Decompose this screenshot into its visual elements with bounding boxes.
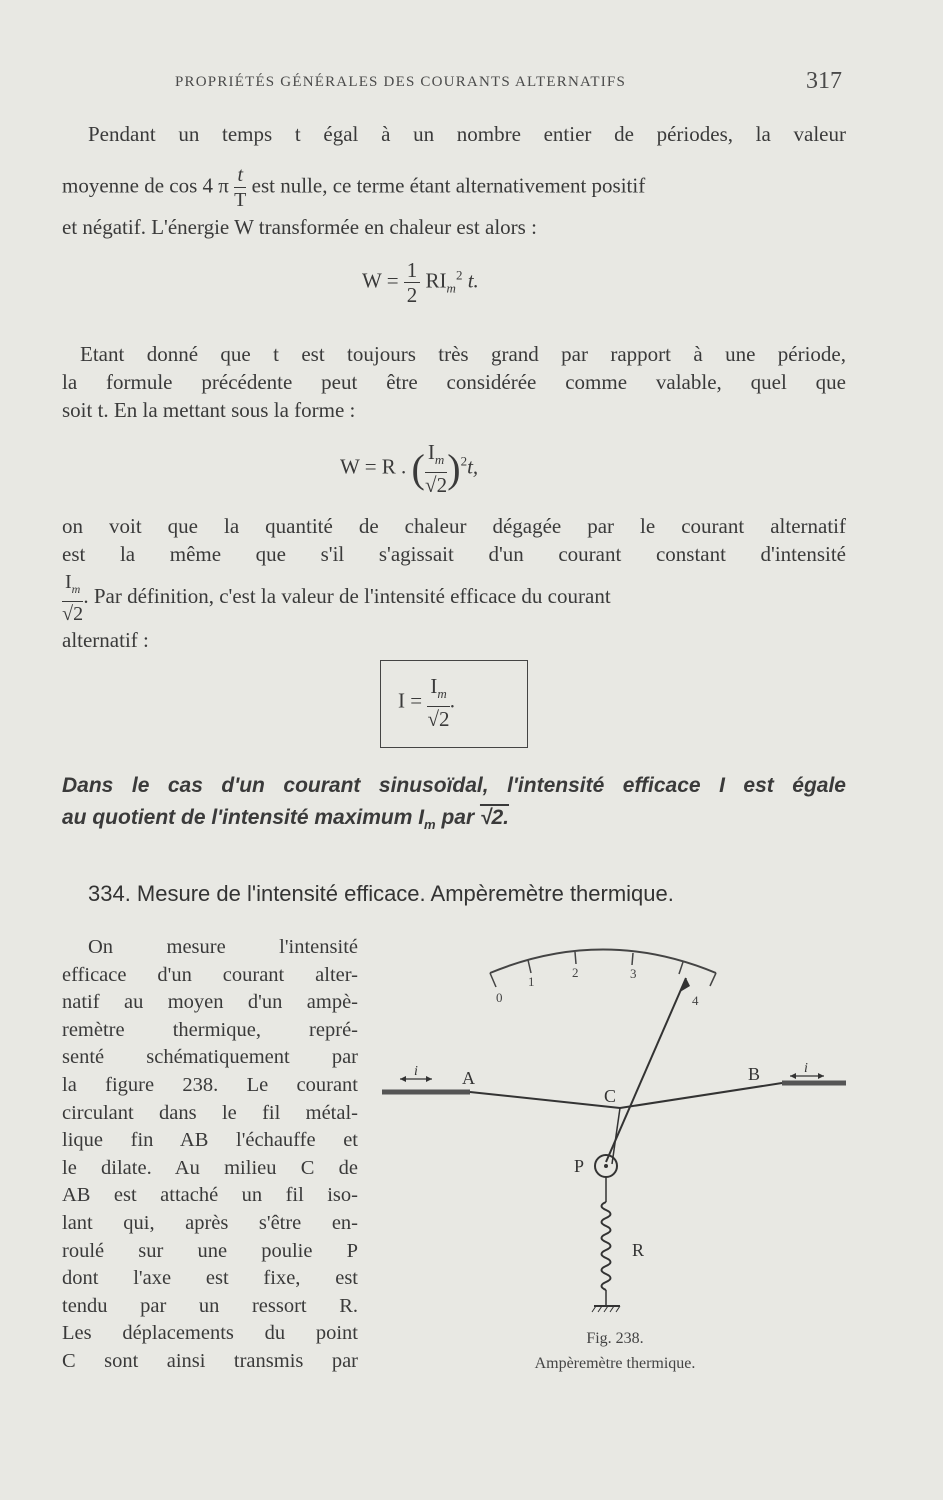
rule-line1: Dans le cas d'un courant sinusoïdal, l'intensité efficace I est égale	[62, 774, 846, 797]
figure-caption-number: Fig. 238.	[586, 1330, 644, 1347]
col-line: circulant dans le fil métal-	[62, 1101, 358, 1124]
col-line: lique fin AB l'échauffe et	[62, 1129, 358, 1152]
label-R: R	[632, 1240, 645, 1260]
scale-tick	[575, 952, 576, 964]
scale-tick	[528, 960, 531, 973]
section-heading: 334. Mesure de l'intensité efficace. Ampèremètre thermique.	[88, 881, 674, 906]
rule-line2: au quotient de l'intensité maximum $I_m$ par √2.	[62, 806, 510, 833]
col-line: AB est attaché un fil iso-	[62, 1184, 358, 1207]
p1-line2-b: est nulle, ce terme étant alternativement positif	[246, 173, 646, 198]
p3-line1: on voit que la quantité de chaleur dégagée par le courant alternatif	[62, 514, 846, 538]
scale-label-1: 1	[528, 974, 535, 989]
current-symbol-right: i	[804, 1061, 808, 1076]
scale-tick	[490, 973, 496, 987]
col-line: C sont ainsi transmis par	[62, 1349, 358, 1372]
equation-energy-rms: W = R . ( $\frac{I_m}{√2}$ )$^2$t,	[340, 440, 479, 498]
col-line: la figure 238. Le courant	[62, 1073, 358, 1096]
scale-tick	[710, 973, 716, 986]
wire-CB	[620, 1083, 782, 1108]
scale-label-3: 3	[630, 966, 637, 981]
col-line: remètre thermique, repré-	[62, 1018, 358, 1041]
column-text	[62, 934, 358, 1376]
ammeter-figure	[378, 940, 848, 1320]
p2-line1: Etant donné que t est toujours très grand par rapport à une période,	[80, 342, 846, 366]
col-line: roulé sur une poulie P	[62, 1239, 358, 1262]
p3-line4: alternatif :	[62, 628, 149, 652]
p1-line2-a: moyenne de cos 4 π	[62, 173, 235, 198]
label-A: A	[462, 1068, 475, 1088]
wire-AC	[470, 1092, 620, 1108]
scale-label-2: 2	[572, 965, 579, 980]
scale-tick	[679, 962, 683, 974]
col-line: senté schématiquement par	[62, 1046, 358, 1069]
col-line: dont l'axe est fixe, est	[62, 1267, 358, 1290]
p3-line3: $\frac{I_m}{√2}$ . Par définition, c'est la valeur de l'intensité efficace du courant	[62, 571, 611, 625]
insulating-thread	[612, 1108, 620, 1164]
spring	[602, 1202, 611, 1290]
needle	[606, 978, 686, 1162]
col-line: natif au moyen d'un ampè-	[62, 991, 358, 1014]
col-line: Les déplacements du point	[62, 1322, 358, 1345]
p1-line1: Pendant un temps t égal à un nombre entier de périodes, la valeur	[88, 122, 846, 146]
pulley-axis	[604, 1164, 608, 1168]
p3-line2: est la même que s'il s'agissait d'un courant constant d'intensité	[62, 542, 846, 566]
equation-energy: W = $\frac{1}{2}$ $RI_m^2$ t.	[362, 258, 479, 307]
t-over-T-fraction: $\frac{t}{T}$	[234, 164, 247, 211]
col-line: On mesure l'intensité	[88, 936, 358, 958]
scale-tick	[632, 953, 633, 965]
p1-line2	[62, 163, 846, 211]
label-P: P	[574, 1156, 585, 1176]
figure-caption-title: Ampèremètre thermique.	[534, 1355, 696, 1372]
label-C: C	[604, 1086, 617, 1106]
equation-effective-intensity: I = $\frac{I_m}{√2}$ .	[398, 674, 455, 732]
running-header: PROPRIÉTÉS GÉNÉRALES DES COURANTS ALTERNATIFS	[175, 74, 626, 90]
current-symbol-left: i	[414, 1064, 418, 1079]
label-B: B	[748, 1064, 761, 1084]
scale-label-4: 4	[692, 993, 699, 1008]
p1-line3: et négatif. L'énergie W transformée en chaleur est alors :	[62, 215, 537, 239]
page-number: 317	[806, 68, 842, 94]
col-line: tendu par un ressort R.	[62, 1294, 358, 1317]
p2-line2: la formule précédente peut être considérée comme valable, quel que	[62, 370, 846, 394]
col-line: lant qui, après s'être en-	[62, 1211, 358, 1234]
scale-label-0: 0	[496, 990, 503, 1005]
col-line: efficace d'un courant alter-	[62, 963, 358, 986]
col-line: le dilate. Au milieu C de	[62, 1156, 358, 1179]
scale-arc	[490, 950, 716, 974]
p2-line3: soit t. En la mettant sous la forme :	[62, 398, 356, 422]
